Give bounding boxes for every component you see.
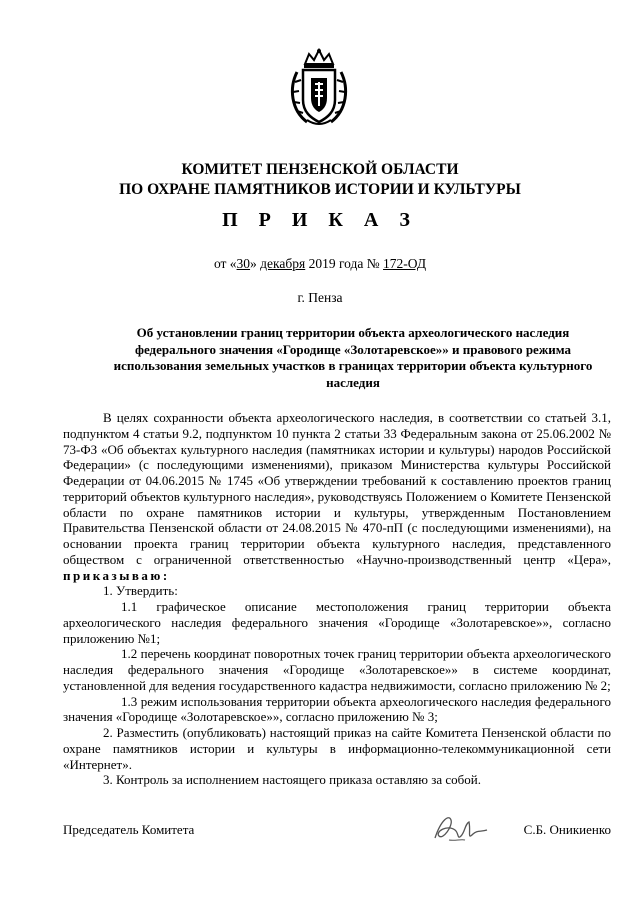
date-separator: » <box>250 256 261 271</box>
document-city: г. Пенза <box>297 290 343 305</box>
document-type: П Р И К А З <box>222 209 418 231</box>
decree-word: приказываю: <box>63 567 170 583</box>
date-day: 30 <box>236 256 251 271</box>
signature-block <box>63 818 611 842</box>
preamble-text: В целях сохранности объекта археологического наследия, в соответствии со статьей 3.1, подпунктом 4 статьи 9.2, подпунктом 10 пункта 2 статьи 33 Федеральным закона от 25.06.2002 № 73-ФЗ «Об объектах культурного наследия (памятниках истории и культуры) народов Российской Федерации» (с последующими изменениями), приказом Министерства культуры Российской Федерации от 04.06.2015 № 1745 «Об утверждении требований к составлению проектов границ территорий объектов культурного наследия», руководствуясь Положением о Комитете Пензенской области по охране памятников истории и культуры, утвержденным Постановлением Правительства Пензенской области от 24.08.2015 № 470-пП (с последующими изменениями), на основании проекта границ территории объекта культурного наследия, представленного обществом с ограниченной ответственностью «Научно-производственный центр «Цера», <box>63 410 611 567</box>
preamble-paragraph <box>63 410 611 583</box>
item-3: 3. Контроль за исполнением настоящего приказа оставляю за собой. <box>103 772 481 788</box>
document-number: 172-ОД <box>383 256 427 271</box>
date-year: 2019 года № <box>305 256 384 271</box>
item-2: 2. Разместить (опубликовать) настоящий приказ на сайте Комитета Пензенской области по охране памятников истории и культуры в информационно-телекоммуникационной сети «Интернет». <box>63 725 611 772</box>
document-subject: Об установлении границ территории объекта археологического наследия федерального значения «Городище «Золотаревское»» и правового режима использования земельных участков в границах территории объекта культурного наследия <box>113 325 593 390</box>
penza-coat-of-arms-icon <box>287 48 351 128</box>
organization-line-1: КОМИТЕТ ПЕНЗЕНСКОЙ ОБЛАСТИ <box>181 161 459 178</box>
organization-line-2: ПО ОХРАНЕ ПАМЯТНИКОВ ИСТОРИИ И КУЛЬТУРЫ <box>119 181 521 198</box>
document-date-line <box>0 256 640 272</box>
date-month: декабря <box>260 256 306 271</box>
signatory-name: С.Б. Оникиенко <box>523 822 611 837</box>
organization-name <box>0 160 640 200</box>
item-1-1: 1.1 графическое описание местоположения границ территории объекта археологического наследия федерального значения «Городище «Золотаревское»», согласно приложению №1; <box>63 599 611 646</box>
item-1: 1. Утвердить: <box>103 583 178 599</box>
handwritten-signature-icon <box>431 810 489 844</box>
date-prefix: от « <box>213 256 237 271</box>
signatory-role: Председатель Комитета <box>63 822 195 837</box>
item-1-3: 1.3 режим использования территории объекта археологического наследия федерального значения «Городище «Золотаревское»», согласно приложению № 3; <box>63 693 611 725</box>
item-1-2: 1.2 перечень координат поворотных точек границ территории объекта археологического наследия федерального значения «Городище «Золотаревское»» в системе координат, установленной для ведения государственного кадастра недвижимости, согласно приложению № 2; <box>63 646 611 693</box>
document-body <box>63 410 611 788</box>
